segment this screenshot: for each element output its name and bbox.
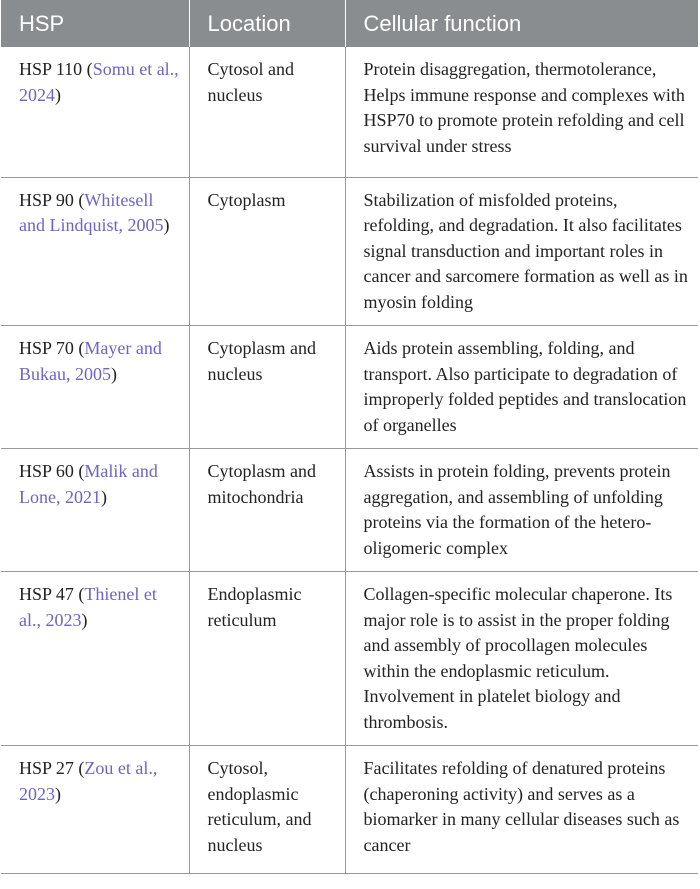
- citation-link[interactable]: Somu et al., 2024: [19, 59, 179, 105]
- header-function: Cellular function: [363, 10, 522, 36]
- location-cell: Cytoplasm: [189, 177, 345, 326]
- location-cell: Cytosol and nucleus: [189, 47, 345, 177]
- paren-close: ): [111, 363, 117, 384]
- location-cell: Cytosol, endoplasmic reticulum, and nucleus: [189, 746, 345, 874]
- hsp-cell: [1, 746, 189, 874]
- hsp-cell: [1, 47, 189, 177]
- table-body: [1, 47, 698, 874]
- function-cell: Collagen-specific molecular chaperone. Its major role is to assist in the proper folding and assembly of procollagen molecules within the endoplasmic reticulum. Involvement in platelet biology and thrombosis.: [345, 572, 698, 746]
- function-cell: Stabilization of misfolded proteins, refolding, and degradation. It also facilitates signal transduction and important roles in cancer and sarcomere formation as well as in myosin folding: [345, 177, 698, 326]
- hsp-name: HSP 110 (: [19, 59, 93, 79]
- hsp-table: [1, 0, 698, 874]
- citation-link[interactable]: Zou et al., 2023: [19, 758, 158, 804]
- paren-close: ): [55, 84, 61, 105]
- function-cell: Protein disaggregation, thermotolerance, Helps immune response and complexes with HSP70 to promote protein refolding and cell survival under stress: [345, 47, 698, 177]
- citation-link[interactable]: Whitesell and Lindquist, 2005: [19, 189, 164, 235]
- header-hsp: HSP: [1, 0, 189, 47]
- citation-link[interactable]: Malik and Lone, 2021: [19, 461, 158, 507]
- hsp-name: HSP 70 (: [19, 338, 85, 358]
- paren-close: ): [55, 783, 61, 804]
- location-cell: Cytoplasm and nucleus: [189, 326, 345, 449]
- hsp-name: HSP 27 (: [19, 758, 85, 778]
- table-row: [1, 177, 698, 326]
- function-cell: Assists in protein folding, prevents protein aggregation, and assembling of unfolding proteins via the formation of the hetero-oligomeric complex: [345, 449, 698, 572]
- citation-link[interactable]: Mayer and Bukau, 2005: [19, 338, 162, 384]
- function-cell: Aids protein assembling, folding, and transport. Also participate to degradation of improperly folded peptides and translocation of organelles: [345, 326, 698, 449]
- table-row: [1, 572, 698, 746]
- hsp-cell: [1, 326, 189, 449]
- table-row: [1, 746, 698, 874]
- header-location: Location: [189, 0, 345, 47]
- table-row: [1, 326, 698, 449]
- hsp-name: HSP 90 (: [19, 189, 85, 210]
- hsp-cell: [1, 449, 189, 572]
- location-cell: Cytoplasm and mitochondria: [189, 449, 345, 572]
- table-header: [1, 0, 698, 47]
- citation-link[interactable]: Thienel et al., 2023: [19, 584, 157, 630]
- table-row: [1, 449, 698, 572]
- paren-close: ): [81, 609, 88, 630]
- hsp-cell: [1, 572, 189, 746]
- hsp-cell: [1, 177, 189, 326]
- table-row: [1, 47, 698, 177]
- paren-close: ): [163, 215, 170, 235]
- function-cell: Facilitates refolding of denatured proteins (chaperoning activity) and serves as a biomarker in many cellular diseases such as cancer: [345, 746, 698, 874]
- location-cell: Endoplasmic reticulum: [189, 572, 345, 746]
- header-row: [1, 0, 698, 47]
- paren-close: ): [100, 486, 107, 507]
- hsp-name: HSP 47 (: [19, 584, 85, 604]
- hsp-name: HSP 60 (: [19, 461, 85, 481]
